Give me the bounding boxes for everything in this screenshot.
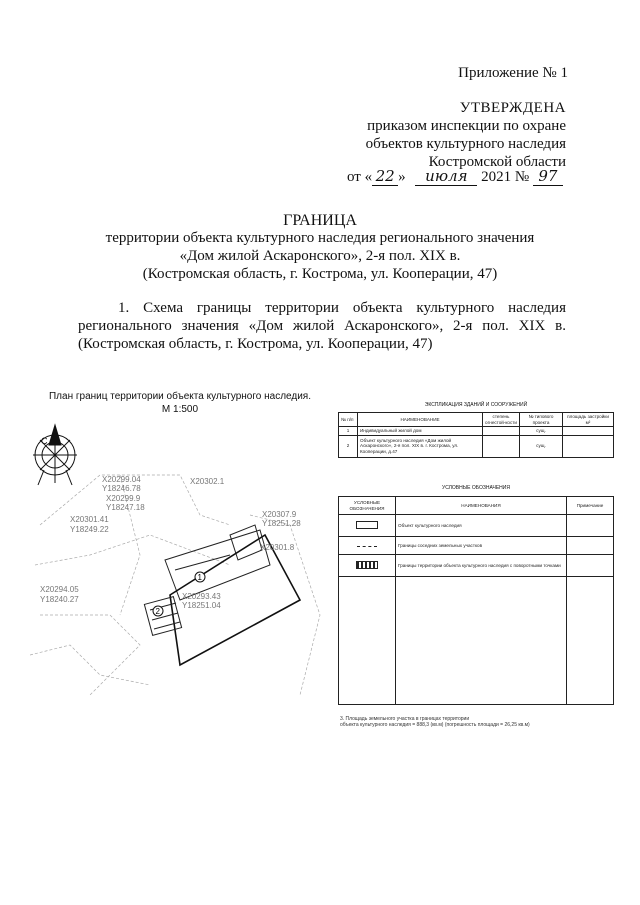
coord-label: Х20299.04 <box>102 475 141 484</box>
title-line-1: территории объекта культурного наследия регионального значения <box>105 230 535 246</box>
legend-table <box>338 496 614 705</box>
date-day-handwritten: 22 <box>372 167 398 186</box>
coord-label: Y18240.27 <box>40 595 79 604</box>
table-cell: 2 <box>339 435 358 457</box>
order-line-1: приказом инспекции по охране <box>367 118 566 134</box>
section-line-1: 1. Схема границы территории объекта культурного наследия <box>118 300 566 316</box>
column-header: № п/п <box>339 413 358 427</box>
coord-label: Х20293.43 <box>182 592 221 601</box>
document-heading: ГРАНИЦА <box>283 212 357 229</box>
coord-label: Х20307.9 <box>262 510 297 519</box>
coord-label: Y18246.78 <box>102 484 141 493</box>
section-line-2: регионального значения «Дом жилой Аскаронского», 2-я пол. XIX в. <box>78 318 566 334</box>
table-cell <box>567 577 614 705</box>
table-cell <box>563 435 614 457</box>
marker-2: 2 <box>155 607 160 616</box>
column-header: степень огнестой-кости <box>483 413 520 427</box>
date-mid: » <box>398 169 406 185</box>
table-cell <box>563 427 614 436</box>
neighbour-boundary-icon <box>357 546 377 547</box>
legend-symbol <box>339 537 396 555</box>
legend-symbol <box>339 555 396 577</box>
column-header: УСЛОВНЫЕ ОБОЗНАЧЕНИЯ <box>339 497 396 515</box>
table-row <box>339 537 614 555</box>
table-cell <box>396 577 567 705</box>
column-header: Примечание <box>567 497 614 515</box>
date-year: 2021 № <box>481 169 530 185</box>
order-line-2: объектов культурного наследия <box>365 136 566 152</box>
date-prefix: от « <box>347 169 373 185</box>
table-cell: сущ. <box>520 435 563 457</box>
site-plan <box>30 415 330 715</box>
legend-symbol <box>339 515 396 537</box>
coord-label: Х20301.8 <box>260 543 295 552</box>
table-row <box>339 577 614 705</box>
table-cell <box>483 427 520 436</box>
table-cell <box>567 537 614 555</box>
coord-label: Х20302.1 <box>190 477 225 486</box>
explication-table <box>338 412 614 458</box>
footnote-line-2: объекта культурного наследия = 888,3 (кв.м) (погрешность площади = 26,25 кв.м) <box>340 722 530 728</box>
table-row <box>339 427 614 436</box>
north-arrow-icon <box>33 425 77 485</box>
plan-title: План границ территории объекта культурного наследия. <box>48 391 311 402</box>
order-date-line <box>347 167 563 186</box>
coord-label: Y18251.28 <box>262 519 301 528</box>
column-header: № типового проекта <box>520 413 563 427</box>
approved-label: УТВЕРЖДЕНА <box>459 100 566 116</box>
order-number-handwritten: 97 <box>533 167 563 186</box>
footnote-line-1: 3. Площадь земельного участка в границах территории <box>340 716 470 722</box>
table-cell <box>567 555 614 577</box>
table-header-row <box>339 497 614 515</box>
section-line-3: (Костромская область, г. Кострома, ул. Кооперации, 47) <box>78 336 433 352</box>
legend-label: Границы соседних земельных участков <box>396 537 567 555</box>
table-cell: Индивидуальный жилой дом <box>358 427 483 436</box>
coord-label: Y18247.18 <box>106 503 145 512</box>
date-month-handwritten: июля <box>415 167 477 186</box>
legend-label: Объект культурного наследия <box>396 515 567 537</box>
object-symbol-icon <box>356 521 378 529</box>
legend-label: Границы территории объекта культурного наследия с поворотными точками <box>396 555 567 577</box>
table-row <box>339 435 614 457</box>
table-cell: 1 <box>339 427 358 436</box>
order-line-3: Костромской области <box>428 154 566 170</box>
marker-1: 1 <box>197 573 202 582</box>
appendix-label: Приложение № 1 <box>458 65 568 81</box>
column-header: НАИМЕНОВАНИЕ <box>358 413 483 427</box>
table-row <box>339 555 614 577</box>
site-plan-drawing <box>30 415 330 715</box>
coord-label: Х20301.41 <box>70 515 109 524</box>
column-header: НАИМЕНОВАНИЯ <box>396 497 567 515</box>
north-label: С <box>41 436 48 446</box>
table-cell <box>567 515 614 537</box>
table-cell <box>339 577 396 705</box>
territory-boundary-icon <box>356 561 378 569</box>
coord-label: Х20299.9 <box>106 494 141 503</box>
column-header: площадь застройки м² <box>563 413 614 427</box>
plan-scale: М 1:500 <box>161 404 199 415</box>
coord-label: Y18249.22 <box>70 525 109 534</box>
table-cell <box>483 435 520 457</box>
table-row <box>339 515 614 537</box>
coord-label: Х20294.05 <box>40 585 79 594</box>
explication-title: ЭКСПЛИКАЦИЯ ЗДАНИЙ И СООРУЖЕНИЙ <box>424 402 528 408</box>
legend-title: УСЛОВНЫЕ ОБОЗНАЧЕНИЯ <box>442 485 510 491</box>
table-cell: Объект культурного наследия «Дом жилой Аскаронского», 2-я пол. XIX в. г. Кострома, ул. Кооперации, д.47 <box>358 435 483 457</box>
table-cell: сущ. <box>520 427 563 436</box>
title-line-2: «Дом жилой Аскаронского», 2-я пол. XIX в. <box>179 248 461 264</box>
table-header-row <box>339 413 614 427</box>
coord-label: Y18251.04 <box>182 601 221 610</box>
title-line-3: (Костромская область, г. Кострома, ул. Кооперации, 47) <box>142 266 498 282</box>
